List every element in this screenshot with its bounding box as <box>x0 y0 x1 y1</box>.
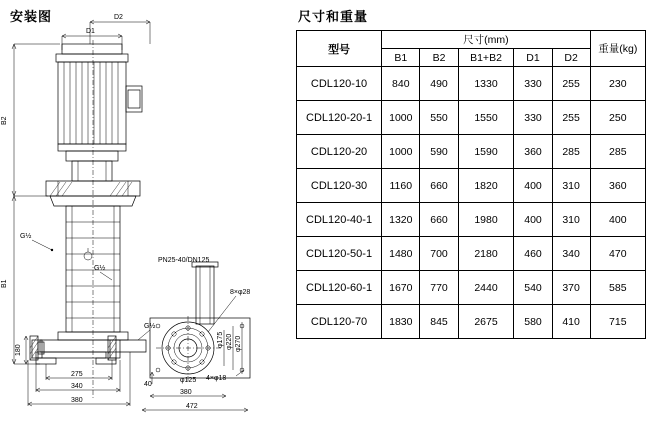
table-header-row-1 <box>297 31 646 49</box>
table-row <box>297 101 646 135</box>
label-phi175: φ175 <box>217 331 224 348</box>
header-b1: B1 <box>382 49 420 67</box>
label-phi220: φ220 <box>226 333 233 350</box>
cell-b1b2: 1820 <box>458 169 514 203</box>
cell-d1: 400 <box>514 169 552 203</box>
dimension-180 <box>24 336 28 364</box>
cell-b1b2: 1550 <box>458 101 514 135</box>
cell-d1: 330 <box>514 101 552 135</box>
label-d2-top: D2 <box>114 14 123 21</box>
cell-b1: 1830 <box>382 305 420 339</box>
cell-b1: 1670 <box>382 271 420 305</box>
header-b2: B2 <box>420 49 458 67</box>
cell-model: CDL120-70 <box>297 305 382 339</box>
g-half-callout-lower <box>138 330 150 340</box>
table-row <box>297 135 646 169</box>
cell-b2: 845 <box>420 305 458 339</box>
cell-d1: 330 <box>514 67 552 101</box>
cell-b2: 550 <box>420 101 458 135</box>
cell-b1b2: 1980 <box>458 203 514 237</box>
cell-b1b2: 2675 <box>458 305 514 339</box>
label-380: 380 <box>71 397 83 404</box>
top-dimension-d2 <box>90 20 150 44</box>
cell-model: CDL120-20 <box>297 135 382 169</box>
label-8x28: 8×φ28 <box>230 289 251 296</box>
cell-model: CDL120-40-1 <box>297 203 382 237</box>
header-d2: D2 <box>552 49 590 67</box>
header-b1-plus-b2: B1+B2 <box>458 49 514 67</box>
cell-d2: 285 <box>552 135 590 169</box>
header-model: 型号 <box>297 31 382 67</box>
cell-weight: 585 <box>590 271 645 305</box>
left-dimension-b2 <box>12 44 60 196</box>
cell-model: CDL120-60-1 <box>297 271 382 305</box>
cell-model: CDL120-30 <box>297 169 382 203</box>
table-body <box>297 67 646 339</box>
cell-d1: 360 <box>514 135 552 169</box>
cell-b1b2: 1330 <box>458 67 514 101</box>
label-180: 180 <box>15 344 22 356</box>
cell-b1: 1320 <box>382 203 420 237</box>
pump-base-and-flanges <box>30 332 146 364</box>
label-340: 340 <box>71 383 83 390</box>
table-row <box>297 271 646 305</box>
cell-b2: 490 <box>420 67 458 101</box>
dimensions-weight-panel <box>290 0 655 422</box>
cell-b1b2: 2180 <box>458 237 514 271</box>
cell-d1: 400 <box>514 203 552 237</box>
cell-b1b2: 2440 <box>458 271 514 305</box>
cell-weight: 400 <box>590 203 645 237</box>
label-phi125: φ125 <box>180 377 197 384</box>
header-group-weight: 重量(kg) <box>590 31 645 67</box>
label-g-half-b: G½ <box>94 265 106 272</box>
cell-d1: 460 <box>514 237 552 271</box>
cell-b1: 1480 <box>382 237 420 271</box>
cell-b2: 700 <box>420 237 458 271</box>
cell-b1: 1160 <box>382 169 420 203</box>
cell-model: CDL120-20-1 <box>297 101 382 135</box>
table-row <box>297 67 646 101</box>
g-half-callout-upper <box>32 240 53 251</box>
cell-weight: 230 <box>590 67 645 101</box>
label-380-right: 380 <box>180 389 192 396</box>
table-row <box>297 169 646 203</box>
table-row <box>297 305 646 339</box>
label-40: 40 <box>144 381 152 388</box>
label-phi270: φ270 <box>235 335 242 352</box>
label-g-half-c: G½ <box>144 323 156 330</box>
label-flange-spec: PN25-40/DN125 <box>158 257 210 264</box>
header-group-dimensions: 尺寸(mm) <box>382 31 591 49</box>
label-275: 275 <box>71 371 83 378</box>
cell-b1: 840 <box>382 67 420 101</box>
motor-assembly <box>56 44 142 181</box>
label-b1: B1 <box>1 279 8 288</box>
cell-weight: 285 <box>590 135 645 169</box>
cell-b2: 660 <box>420 169 458 203</box>
cell-b2: 770 <box>420 271 458 305</box>
table-head <box>297 31 646 67</box>
table-row <box>297 237 646 271</box>
cell-d2: 310 <box>552 169 590 203</box>
cell-d1: 540 <box>514 271 552 305</box>
page-title-left: 安装图 <box>10 9 53 24</box>
cell-d2: 255 <box>552 101 590 135</box>
cell-d2: 310 <box>552 203 590 237</box>
label-d1-top: D1 <box>86 28 95 35</box>
label-g-half-a: G½ <box>20 233 32 240</box>
cell-model: CDL120-50-1 <box>297 237 382 271</box>
label-4x18: 4×φ18 <box>206 375 227 382</box>
label-472: 472 <box>186 403 198 410</box>
header-d1: D1 <box>514 49 552 67</box>
flange-plan-view <box>150 262 250 382</box>
label-b2: B2 <box>1 116 8 125</box>
page-title-right: 尺寸和重量 <box>298 9 369 24</box>
cell-d2: 255 <box>552 67 590 101</box>
dimensions-table <box>296 30 646 339</box>
g-half-callout-mid <box>100 272 112 280</box>
cell-d2: 410 <box>552 305 590 339</box>
cell-d2: 340 <box>552 237 590 271</box>
cell-model: CDL120-10 <box>297 67 382 101</box>
cell-b1b2: 1590 <box>458 135 514 169</box>
cell-weight: 715 <box>590 305 645 339</box>
cell-b1: 1000 <box>382 101 420 135</box>
top-dimension-d1 <box>62 34 122 50</box>
cell-d1: 580 <box>514 305 552 339</box>
cell-b2: 660 <box>420 203 458 237</box>
pump-installation-drawing <box>0 0 290 422</box>
cell-weight: 250 <box>590 101 645 135</box>
installation-drawing-panel <box>0 0 290 422</box>
cell-b2: 590 <box>420 135 458 169</box>
cell-b1: 1000 <box>382 135 420 169</box>
table-row <box>297 203 646 237</box>
cell-weight: 470 <box>590 237 645 271</box>
cell-weight: 360 <box>590 169 645 203</box>
bolt-callout-8 <box>208 296 236 332</box>
cell-d2: 370 <box>552 271 590 305</box>
